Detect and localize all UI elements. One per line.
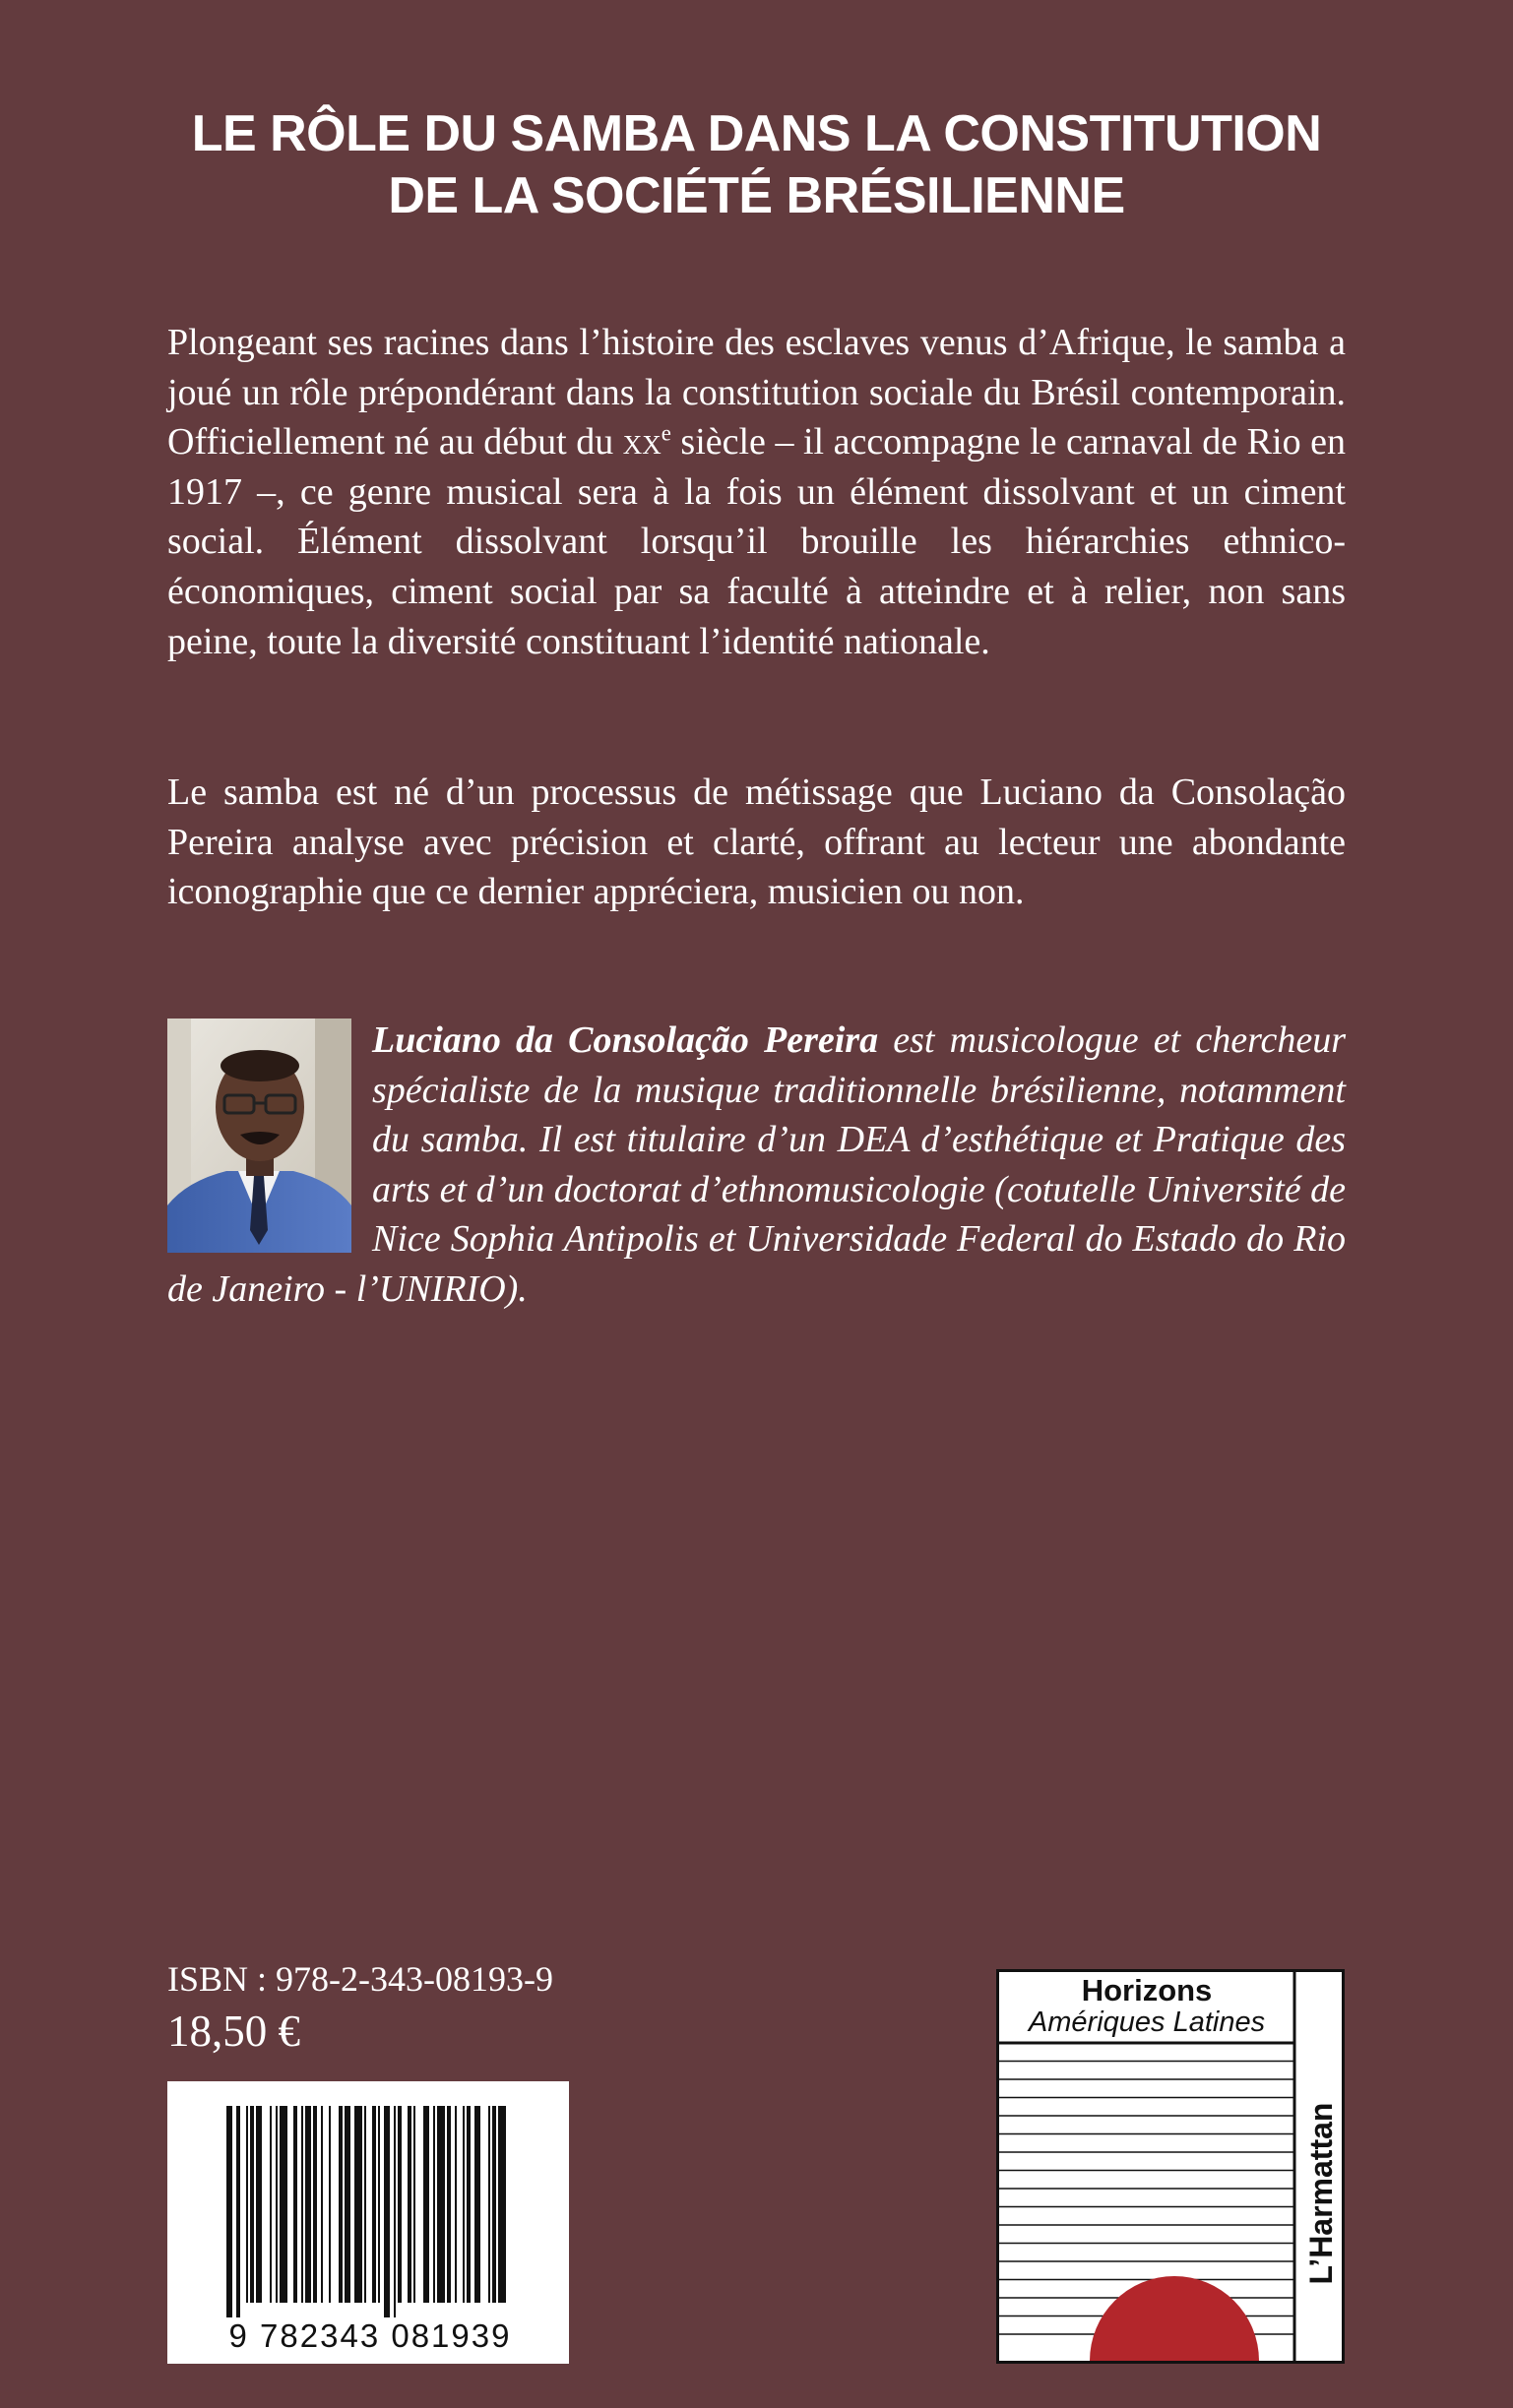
barcode-bar	[293, 2106, 297, 2303]
barcode	[167, 2081, 569, 2364]
logo-publisher: L’Harmattan	[1303, 2102, 1339, 2285]
barcode-bar	[488, 2106, 490, 2303]
logo-subtitle: Amériques Latines	[1028, 2007, 1266, 2038]
barcode-bar	[378, 2106, 380, 2303]
barcode-bar	[463, 2106, 465, 2303]
barcode-bar	[433, 2106, 435, 2303]
barcode-bar	[423, 2106, 429, 2303]
book-title-line-2: DE LA SOCIÉTÉ BRÉSILIENNE	[388, 167, 1125, 224]
barcode-bar	[372, 2106, 376, 2303]
logo-collection: Horizons	[1081, 1973, 1213, 2007]
author-bio	[167, 1016, 1346, 1315]
century-superscript: e	[661, 420, 671, 446]
isbn: ISBN : 978-2-343-08193-9	[167, 1959, 553, 1999]
barcode-bar	[305, 2106, 311, 2303]
barcode-bar	[256, 2106, 262, 2303]
barcode-bar	[364, 2106, 366, 2303]
barcode-bar	[384, 2106, 390, 2317]
photo-spacer	[167, 1016, 372, 1262]
barcode-bar	[354, 2106, 362, 2303]
barcode-bar	[301, 2106, 303, 2303]
author-bio-text: est musicologue et chercheur spécialiste de la musique traditionnelle brésilienne, notamment du samba. Il est titulaire d’un DEA d’esthétique et Pratique des arts et d’un doctorat d’ethnomusicologie (cotutelle Université de Nice Sophia Antipolis et Universidade Federal do Estado do Rio de Janeiro - l’UNIRIO).	[167, 1019, 1346, 1310]
barcode-bar	[339, 2106, 343, 2303]
barcode-bar	[447, 2106, 451, 2303]
barcode-bar	[329, 2106, 331, 2303]
barcode-digits: 9 782343 081939	[228, 2317, 512, 2354]
author-name: Luciano da Consolação Pereira	[372, 1019, 879, 1061]
book-title	[0, 103, 1513, 227]
barcode-bar	[398, 2106, 402, 2303]
publisher-logo	[996, 1969, 1345, 2364]
barcode-bar	[246, 2106, 248, 2303]
book-title-line-1: LE RÔLE DU SAMBA DANS LA CONSTITUTION	[191, 105, 1322, 162]
barcode-bar	[236, 2106, 240, 2317]
barcode-bar	[474, 2106, 480, 2303]
barcode-bar	[321, 2106, 323, 2303]
summary-paragraph-1	[167, 318, 1346, 666]
barcode-bar	[467, 2106, 471, 2303]
barcode-bar	[437, 2106, 445, 2303]
barcode-bar	[498, 2106, 506, 2303]
summary-text-1a: Plongeant ses racines dans l’histoire des esclaves venus d’Afrique, le samba a joué un rôle prépondérant dans la constitution sociale du Brésil contemporain. Officiellement né au début du	[167, 322, 1346, 463]
barcode-bar	[394, 2106, 396, 2317]
barcode-bar	[270, 2106, 272, 2303]
barcode-bar	[313, 2106, 317, 2303]
barcode-bar	[408, 2106, 411, 2303]
barcode-bar	[276, 2106, 278, 2303]
barcode-bar	[226, 2106, 232, 2317]
barcode-bar	[492, 2106, 496, 2303]
summary-paragraph-2: Le samba est né d’un processus de métissage que Luciano da Consolação Pereira analyse avec précision et clarté, offrant au lecteur une abondante iconographie que ce dernier appréciera, musicien ou non.	[167, 772, 1346, 913]
century-numeral: xx	[622, 421, 662, 463]
barcode-bar	[455, 2106, 457, 2303]
barcode-bar	[280, 2106, 287, 2303]
barcode-bar	[250, 2106, 254, 2303]
barcode-bars	[226, 2106, 506, 2317]
barcode-bar	[413, 2106, 415, 2303]
price: 18,50 €	[167, 2007, 300, 2056]
logo-sun-icon	[1090, 2276, 1259, 2361]
summary-text-1b: siècle – il accompagne le carnaval de Rio en 1917 –, ce genre musical sera à la fois un élément dissolvant et un ciment social. Élément dissolvant lorsqu’il brouille les hiérarchies ethnico-économiques, ciment social par sa faculté à atteindre et à relier, non sans peine, toute la diversité constituant l’identité nationale.	[167, 421, 1346, 662]
barcode-bar	[345, 2106, 350, 2303]
